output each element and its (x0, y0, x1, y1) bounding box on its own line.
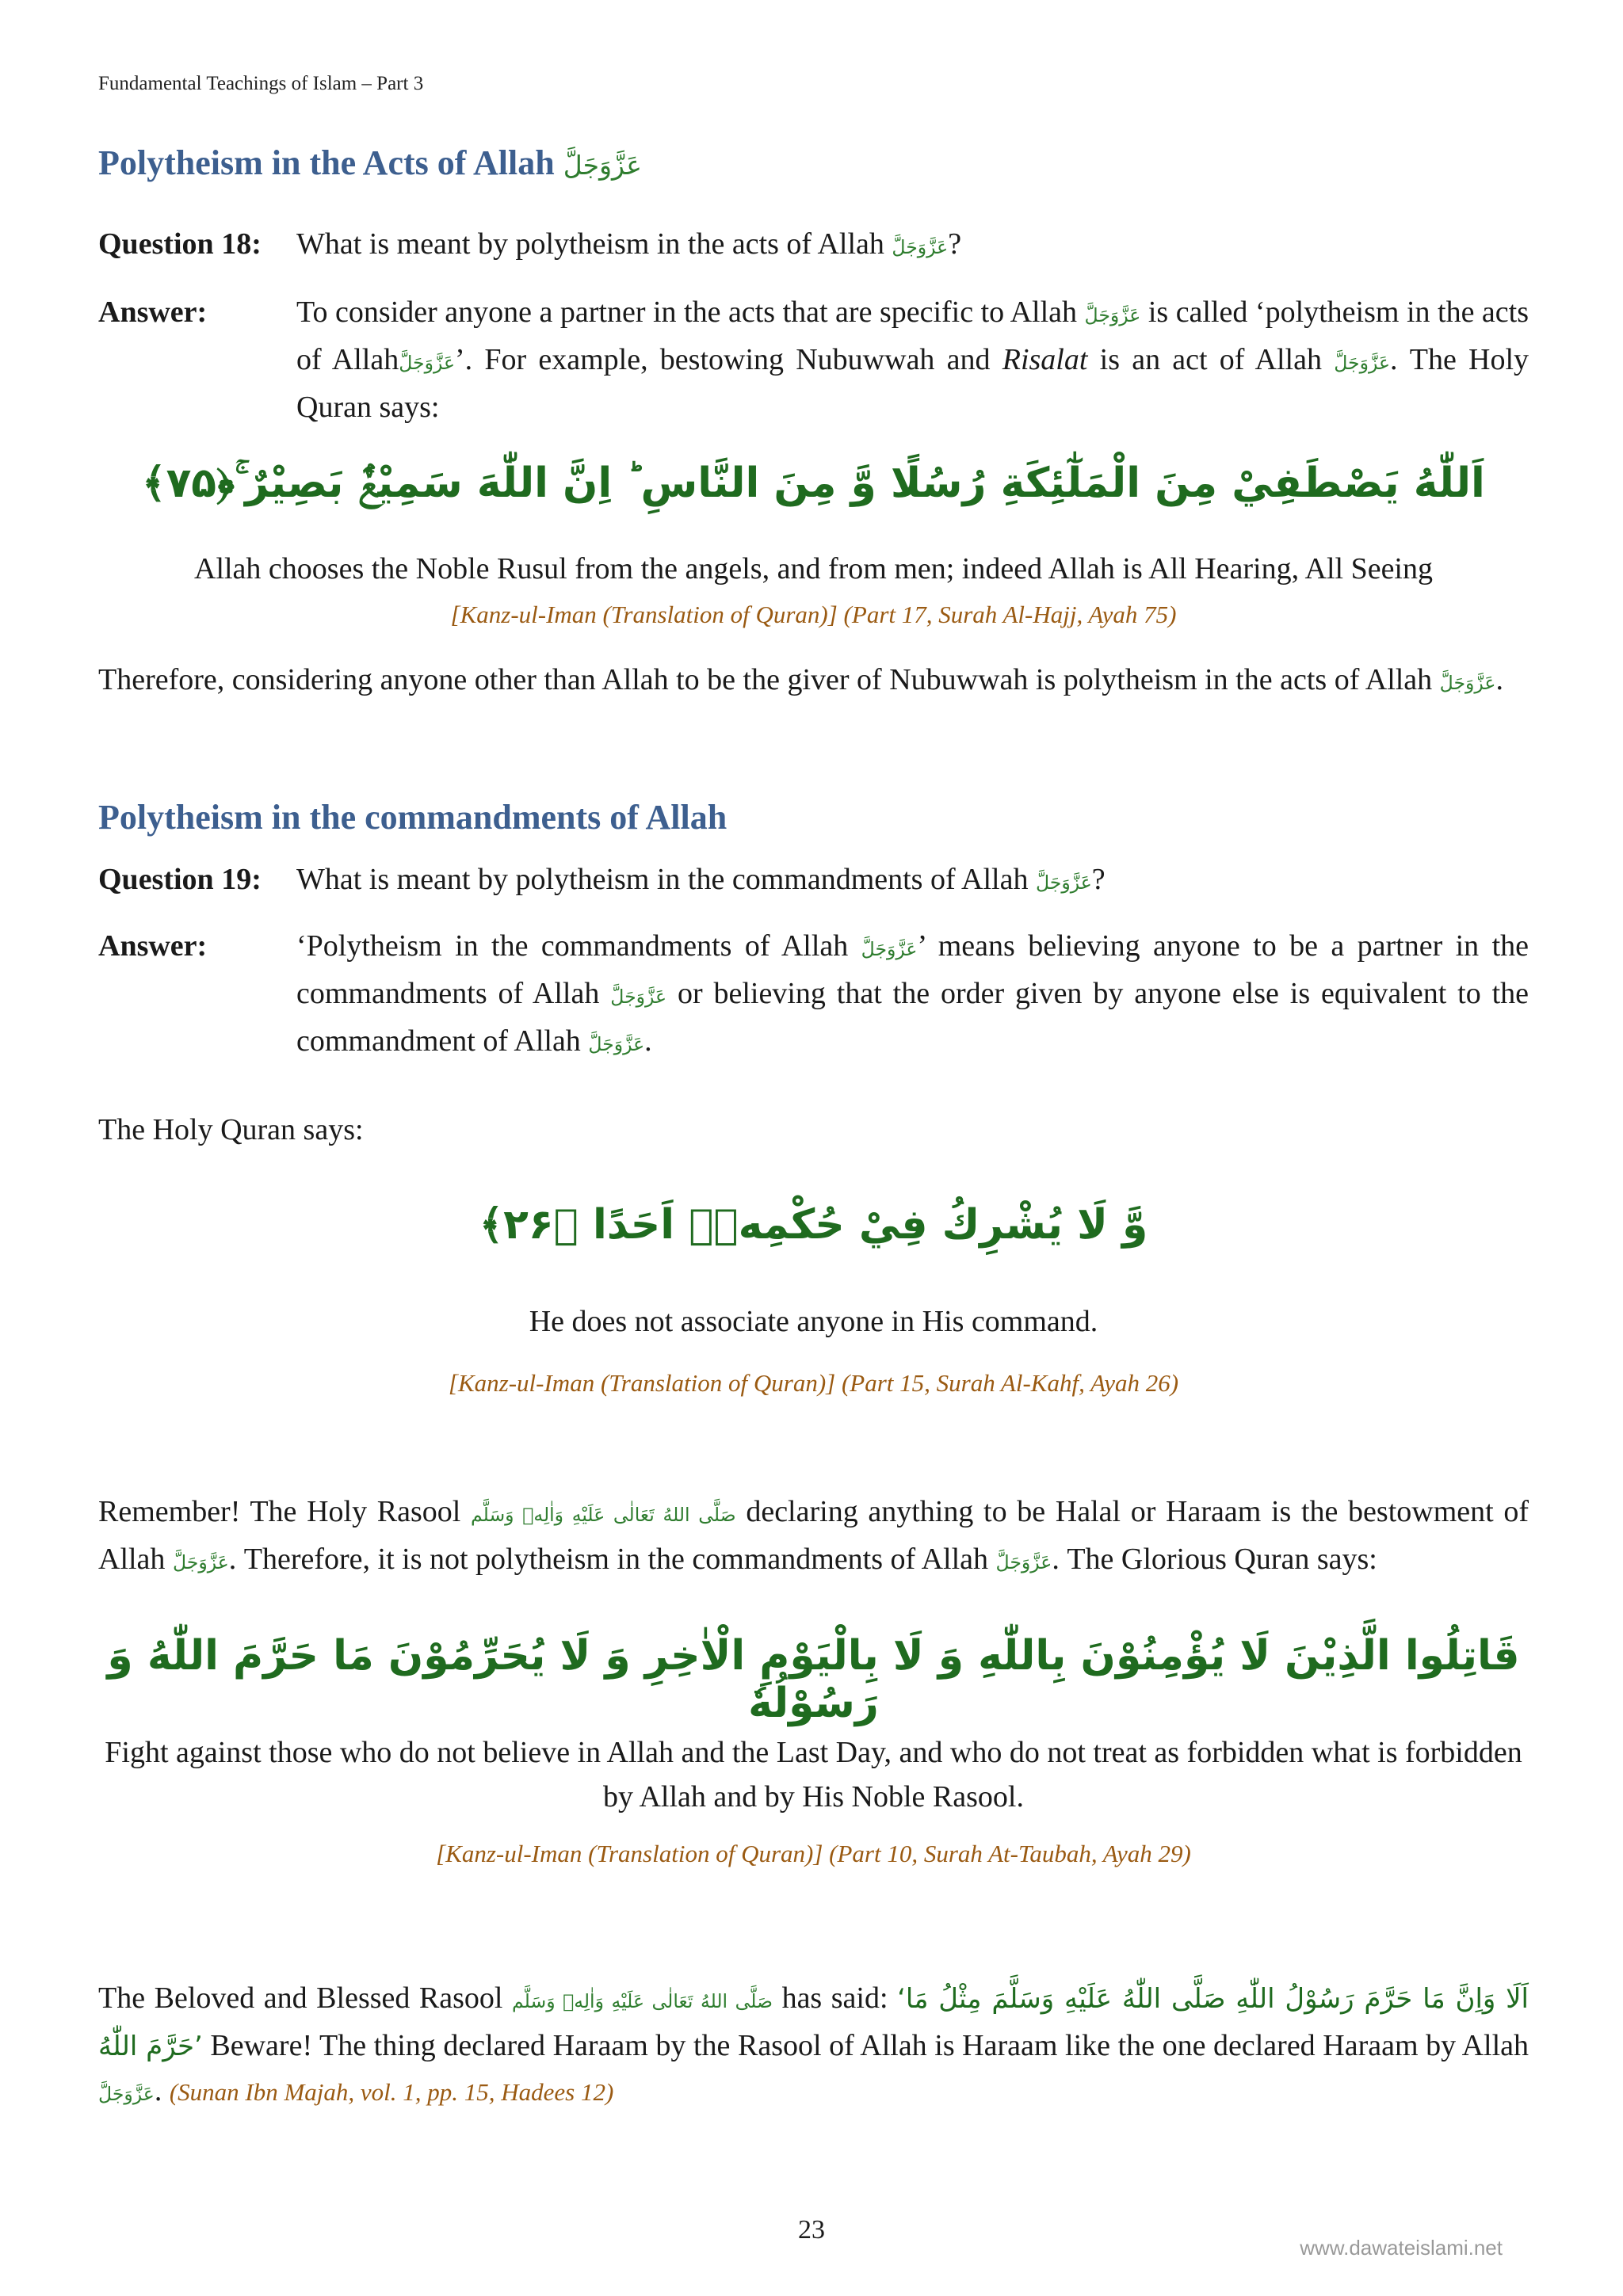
verse-translation-at-taubah: Fight against those who do not believe in Allah and the Last Day, and who do not treat as forbidden what is forbidden by Allah and by His Noble Rasool. (105, 1736, 1522, 1814)
verse-translation-al-kahf: He does not associate anyone in His command. (529, 1305, 1098, 1338)
question-text: What is meant by polytheism in the commandments of Allah عَزَّوَجَلَّ? (296, 863, 1106, 896)
verse-reference-al-hajj: [Kanz-ul-Iman (Translation of Quran)] (Part 17, Surah Al-Hajj, Ayah 75) (450, 601, 1177, 628)
section-heading-commandments: Polytheism in the commandments of Allah (98, 798, 727, 837)
hadith-arabic: ‘اَلَا وَاِنَّ مَا حَرَّمَ رَسُوْلُ اللّٰهِ صَلَّى اللّٰهُ عَلَيْهِ وَسَلَّمَ مِثْلُ مَا حَرَّمَ اللّٰهُ’ (98, 1983, 1529, 2062)
section-heading-acts (98, 143, 642, 183)
hadith-reference: (Sunan Ibn Majah, vol. 1, pp. 15, Hadees 12) (169, 2078, 614, 2106)
answer-label: Answer: (98, 929, 208, 963)
question-label: Question 19: (98, 863, 262, 896)
question-18 (98, 222, 1529, 269)
question-19 (98, 857, 1529, 905)
verse-translation-al-hajj: Allah chooses the Noble Rusul from the angels, and from men; indeed Allah is All Hearing, All Seeing (194, 552, 1433, 585)
answer-19 (98, 924, 1529, 1066)
quran-verse-at-taubah: قَاتِلُوا الَّذِيْنَ لَا يُؤْمِنُوْنَ بِاللّٰهِ وَ لَا بِالْيَوْمِ الْاٰخِرِ وَ لَا يُحَرِّمُوْنَ مَا حَرَّمَ اللّٰهُ وَ رَسُوْلُهٗ (107, 1632, 1520, 1727)
answer-label: Answer: (98, 296, 208, 329)
verse-reference-al-kahf: [Kanz-ul-Iman (Translation of Quran)] (Part 15, Surah Al-Kahf, Ayah 26) (448, 1369, 1179, 1397)
holy-quran-says: The Holy Quran says: (98, 1113, 364, 1146)
remember-paragraph: Remember! The Holy Rasool صَلَّى اللهُ تَعَالٰى عَلَيْهِ وَاٰلِهٖ وَسَلَّم declaring anything to be Halal or Haraam is the bestowment of Allah عَزَّوَجَلَّ. Therefore, it is not polytheism in the commandments of Allah عَزَّوَجَلَّ. The Glorious Quran says: (98, 1495, 1529, 1576)
verse-reference-at-taubah: [Kanz-ul-Iman (Translation of Quran)] (Part 10, Surah At-Taubah, Ayah 29) (436, 1840, 1191, 1867)
hadith-paragraph: The Beloved and Blessed Rasool صَلَّى اللهُ تَعَالٰى عَلَيْهِ وَاٰلِهٖ وَسَلَّم has said: ‘اَلَا وَاِنَّ مَا حَرَّمَ رَسُوْلُ اللّٰهِ صَلَّى اللّٰهُ عَلَيْهِ وَسَلَّمَ مِثْلُ مَا حَرَّمَ اللّٰهُ’ Beware! The thing declared Haraam by the Rasool of Allah is Haraam like the one declared Haraam by Allah عَزَّوَجَلَّ. (Sunan Ibn Majah, vol. 1, pp. 15, Hadees 12) (98, 1981, 1529, 2107)
quran-verse-al-hajj: اَللّٰهُ يَصْطَفِيْ مِنَ الْمَلٰٓئِكَةِ رُسُلًا وَّ مِنَ النَّاسِ ؕ اِنَّ اللّٰهَ سَمِيْعٌۢ بَصِيْرٌ ۚ﴿۷۵﴾ (142, 460, 1485, 507)
question-label: Question 18: (98, 227, 262, 261)
question-text: What is meant by polytheism in the acts of Allah عَزَّوَجَلَّ? (296, 227, 962, 261)
honorific-azza-wa-jal: عَزَّوَجَلَّ (563, 150, 642, 181)
answer-text: To consider anyone a partner in the acts that are specific to Allah عَزَّوَجَلَّ is called ‘polytheism in the acts of Allahعَزَّوَجَلَّ’. For example, bestowing Nubuwwah and Risalat is an act of Allah عَزَّوَجَلَّ. The Holy Quran says: (296, 296, 1529, 424)
heading-text: Polytheism in the Acts of Allah (98, 143, 555, 182)
answer-text: ‘Polytheism in the commandments of Allah عَزَّوَجَلَّ’ means believing anyone to be a partner in the commandments of Allah عَزَّوَجَلَّ or believing that the order given by anyone else is equivalent to the commandment of Allah عَزَّوَجَلَّ. (296, 929, 1529, 1058)
acts-conclusion: Therefore, considering anyone other than Allah to be the giver of Nubuwwah is polytheism in the acts of Allah عَزَّوَجَلَّ. (98, 663, 1503, 696)
quran-verse-al-kahf: وَّ لَا يُشْرِكُ فِيْ حُكْمِهٖۤ اَحَدًا ﴿۲۶﴾ (479, 1201, 1148, 1249)
watermark: www.dawateislami.net (1300, 2236, 1503, 2260)
running-header: Fundamental Teachings of Islam – Part 3 (98, 73, 424, 94)
page-number: 23 (798, 2215, 825, 2245)
answer-18 (98, 290, 1529, 429)
